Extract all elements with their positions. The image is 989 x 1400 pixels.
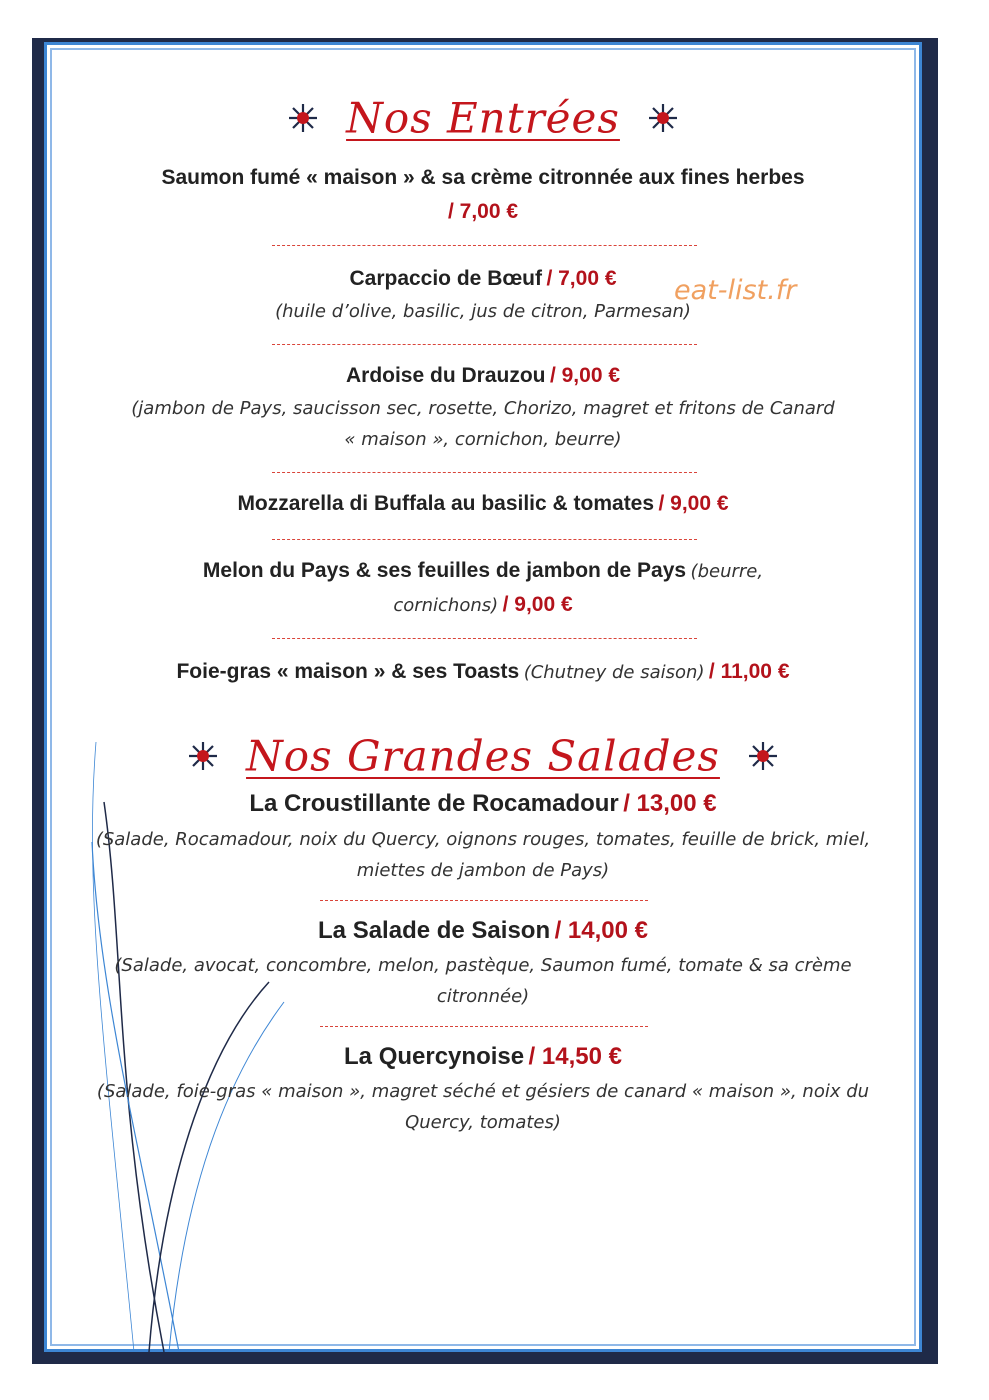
separator bbox=[272, 245, 697, 246]
menu-item: Foie-gras « maison » & ses Toasts (Chutney de saison) / 11,00 € bbox=[176, 660, 790, 683]
menu-item: La Quercynoise / 14,50 € bbox=[344, 1043, 622, 1070]
menu-item-desc: (Salade, foie-gras « maison », magret séché et gésiers de canard « maison », noix du bbox=[96, 1081, 870, 1102]
watermark: eat-list.fr bbox=[674, 275, 797, 306]
star-icon bbox=[648, 103, 678, 133]
menu-item-desc: citronnée) bbox=[436, 986, 530, 1007]
section-title-entrees bbox=[44, 90, 922, 143]
star-icon bbox=[288, 103, 318, 133]
menu-item: Carpaccio de Bœuf / 7,00 € bbox=[349, 267, 617, 290]
separator bbox=[320, 1026, 648, 1027]
separator bbox=[272, 539, 697, 540]
menu-item: Melon du Pays & ses feuilles de jambon de Pays (beurre, bbox=[202, 559, 764, 582]
menu-item-desc: Quercy, tomates) bbox=[405, 1112, 561, 1133]
entrees-title: Nos Entrées bbox=[346, 93, 620, 143]
menu-item-desc: « maison », cornichon, beurre) bbox=[344, 429, 622, 450]
separator bbox=[272, 472, 697, 473]
star-icon bbox=[748, 741, 778, 771]
menu-item: Ardoise du Drauzou / 9,00 € bbox=[345, 364, 621, 387]
menu-item-desc: miettes de jambon de Pays) bbox=[356, 860, 610, 881]
section-title-salades bbox=[44, 728, 922, 781]
menu-item-desc: (Salade, avocat, concombre, melon, pastèque, Saumon fumé, tomate & sa crème bbox=[114, 955, 852, 976]
menu-item: Mozzarella di Buffala au basilic & tomates / 9,00 € bbox=[237, 492, 729, 515]
separator bbox=[272, 638, 697, 639]
menu-item-desc: (Salade, Rocamadour, noix du Quercy, oignons rouges, tomates, feuille de brick, miel, bbox=[95, 829, 871, 850]
menu-item-name: Saumon fumé « maison » & sa crème citronnée aux fines herbes bbox=[161, 166, 805, 189]
star-icon bbox=[188, 741, 218, 771]
menu-item-price: / 7,00 € bbox=[447, 200, 519, 223]
separator bbox=[272, 344, 697, 345]
menu-page bbox=[44, 42, 922, 1352]
decorative-swoosh bbox=[44, 42, 344, 1352]
menu-item-desc: cornichons) / 9,00 € bbox=[393, 593, 573, 616]
separator bbox=[320, 900, 648, 901]
menu-item: La Salade de Saison / 14,00 € bbox=[318, 917, 648, 944]
menu-item: La Croustillante de Rocamadour / 13,00 € bbox=[249, 790, 717, 817]
menu-item-desc: (huile d’olive, basilic, jus de citron, Parmesan) bbox=[275, 301, 691, 322]
menu-item-desc: (jambon de Pays, saucisson sec, rosette, Chorizo, magret et fritons de Canard bbox=[131, 398, 835, 419]
salades-title: Nos Grandes Salades bbox=[246, 731, 720, 781]
